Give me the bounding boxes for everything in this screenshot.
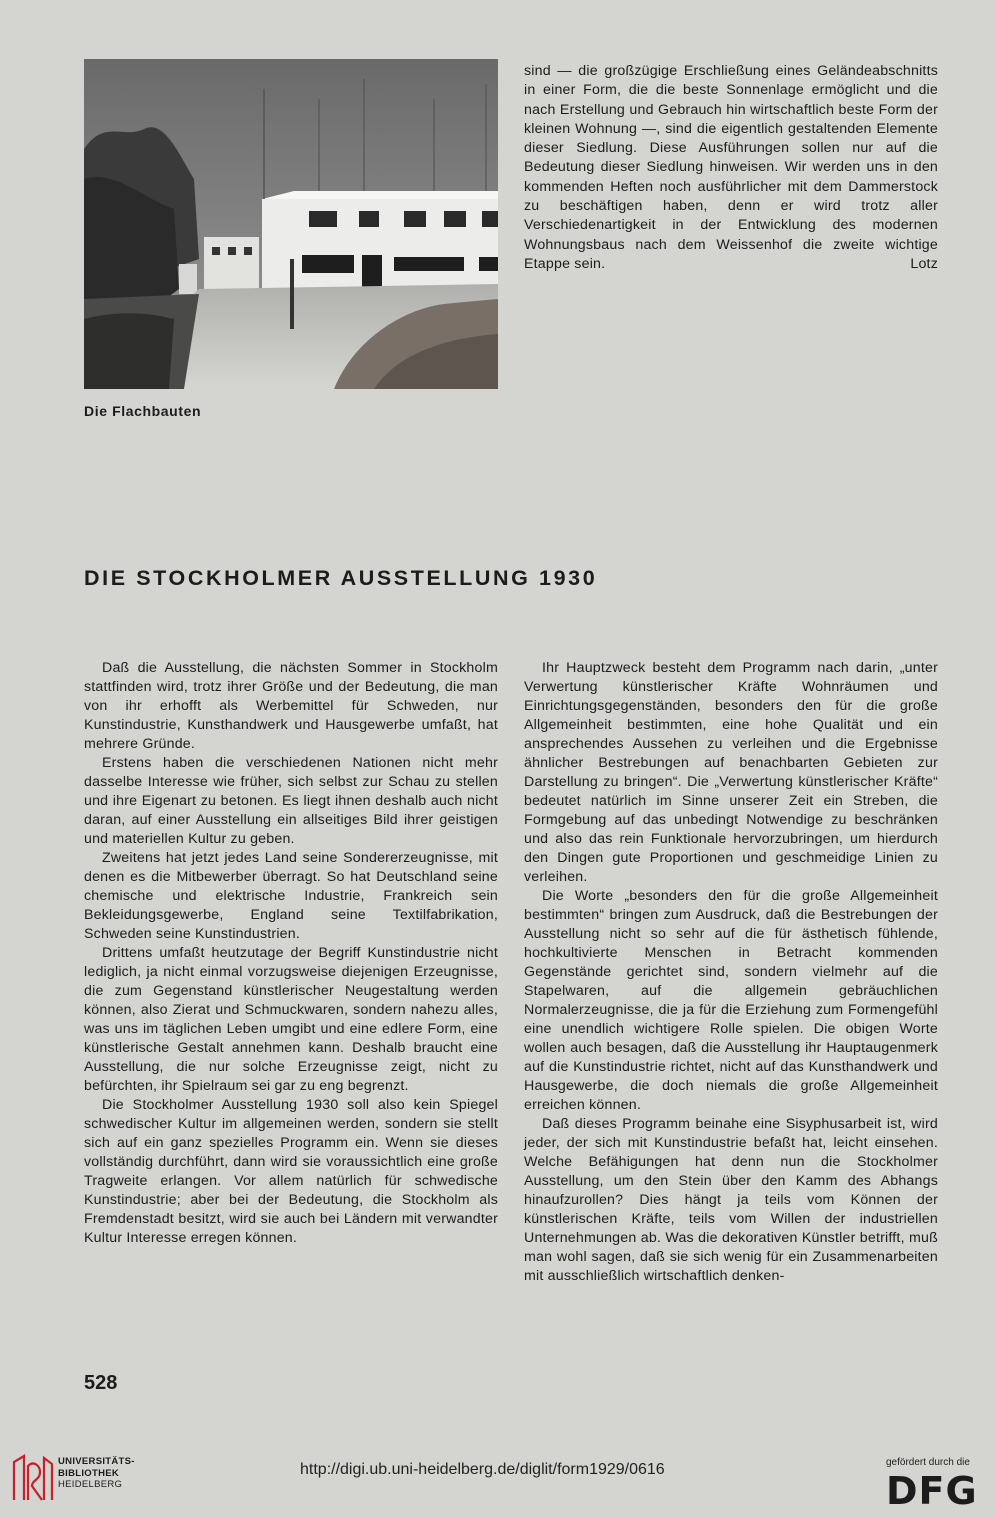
top-paragraph [524, 62, 938, 274]
left-column [84, 659, 498, 1248]
top-right-text-block [524, 62, 938, 274]
photograph-flachbauten [84, 59, 498, 389]
library-name-line1: UNIVERSITÄTS- [58, 1456, 135, 1467]
dfg-logo: DFG [886, 1469, 978, 1513]
paragraph: Erstens haben die verschiedenen Nationen nicht mehr dasselbe Interesse wie früher, sich selbst zur Schau zu stellen und ihre Eigenart zu betonen. Es liegt ihnen deshalb auch nicht daran, auf einer Ausstellung ein allseitiges Bild ihrer geistigen und materiellen Kultur zu geben. [84, 755, 498, 847]
paragraph: Die Worte „besonders den für die große Allgemeinheit bestimmten“ bringen zum Ausdruck, daß die Bestrebungen der Ausstellung nicht so sehr auf die für ästhetisch fühlende, hochkultivierte Menschen in Betracht kommenden Gegenstände gerichtet sind, sondern vielmehr auf die Stapelwaren, auf die allgemein gebräuchlichen Normalerzeugnisse, die ja für die Erziehung zum Formengefühl eine unendlich wichtigere Rolle spielen. Die obigen Worte wollen auch besagen, daß die Ausstellung ihr Hauptaugenmerk auf die Kunstindustrie richtet, nicht auf das Kunsthandwerk und Hausgewerbe, die doch niemals die große Allgemeinheit erreichen können. [524, 888, 938, 1113]
article-heading: DIE STOCKHOLMER AUSSTELLUNG 1930 [84, 566, 598, 590]
paragraph: Zweitens hat jetzt jedes Land seine Sondererzeugnisse, mit denen es die Mitbewerber überragt. So hat Deutschland seine chemische und elektrische Industrie, Frankreich sein Bekleidungsgewerbe, England seine Textilfabrikation, Schweden seine Kunstindustrien. [84, 850, 498, 942]
library-name-line2: BIBLIOTHEK [58, 1467, 120, 1479]
paragraph: Daß die Ausstellung, die nächsten Sommer in Stockholm stattfinden wird, trotz ihrer Größe und der Bedeutung, die man von ihr erhofft als Werbemittel für Schweden, nur Kunstindustrie, Kunsthandwerk und Hausgewerbe umfaßt, hat mehrere Gründe. [84, 660, 498, 752]
photo-caption: Die Flachbauten [84, 403, 202, 419]
paragraph: Daß dieses Programm beinahe eine Sisyphusarbeit ist, wird jeder, der sich mit Kunstindustrie befaßt hat, leicht einsehen. Welche Befähigungen hat denn nun die Stockholmer Ausstellung, um den Stein über den Kamm des Abhangs hinaufzurollen? Dies hängt ja teils vom Können der künstlerischen Kräfte, teils vom Willen der industriellen Unternehmungen ab. Was die dekorativen Künstler betrifft, muß man wohl sagen, daß sie sich wenig für ein Zusammenarbeiten mit ausschließlich wirtschaftlich denken- [524, 1116, 938, 1284]
page-number: 528 [84, 1372, 118, 1394]
library-name [58, 1456, 135, 1491]
right-column [524, 659, 938, 1286]
author-signature: Lotz [910, 255, 938, 272]
paragraph: Drittens umfaßt heutzutage der Begriff Kunstindustrie nicht lediglich, ja nicht einmal vorzugsweise diejenigen Erzeugnisse, die zum Gegenstand künstlerischer Neugestaltung werden können, also Zierat und Schmuckwaren, sondern nahezu alles, was uns im täglichen Leben umgibt und eine edlere Form, eine künstlerische Gestalt annehmen kann. Deshalb braucht eine Ausstellung, die nur solche Erzeugnisse zeigt, nicht zu befürchten, ihr Spielraum sei gar zu eng begrenzt. [84, 945, 498, 1094]
university-library-logo-icon [10, 1452, 56, 1504]
paragraph: Ihr Hauptzweck besteht dem Programm nach darin, „unter Verwertung künstlerischer Kräfte Wohnräumen und Einrichtungsgegenständen, besonders den für die große Allgemeinheit bestimmten, eine hohe Qualität und ein ansprechendes Aussehen zu verleihen und die Ergebnisse ähnlicher Bestrebungen auf benachbarten Gebieten zur Darstellung zu bringen“. Die „Verwertung künstlerischer Kräfte“ bedeutet natürlich im Sinne unserer Zeit ein Streben, die Formgebung auf das unbedingt Notwendige zu beschränken und also das rein Funktionale hervorzubringen, um hierdurch den Dingen gute Proportionen und geschmeidige Linien zu verleihen. [524, 660, 938, 885]
top-paragraph-text: sind — die großzügige Erschließung eines Geländeabschnitts in einer Form, die die beste Sonnenlage ermöglicht und die nach Erstellung und Gebrauch hin wirtschaftlich beste Form der kleinen Wohnung —, sind die eigentlich gestaltenden Elemente dieser Siedlung. Diese Ausführungen sollen nur auf die Bedeutung dieser Siedlung hinweisen. Wir werden uns in den kommenden Heften noch ausführlicher mit dem Dammerstock zu beschäftigen haben, denn er wird trotz aller Verschiedenartigkeit in der Entwicklung des modernen Wohnungsbaus nach dem Weissenhof die zweite wichtige Etappe sein. [524, 63, 938, 272]
paragraph: Die Stockholmer Ausstellung 1930 soll also kein Spiegel schwedischer Kultur im allgemeinen werden, sondern sie stellt sich auf ein ganz spezielles Programm ein. Wenn sie dieses vollständig durchführt, dann wird sie voraussichtlich eine große Tragweite erlangen. Vor allem natürlich für schwedische Kunstindustrie; aber bei der Bedeutung, die Stockholm als Fremdenstadt besitzt, wird sie auch bei Ländern mit verwandter Kultur Interesse erregen können. [84, 1097, 498, 1246]
photo-illustration [84, 59, 498, 389]
funding-label: gefördert durch die [886, 1457, 970, 1468]
digitization-footer [0, 1430, 996, 1517]
source-url-link[interactable]: http://digi.ub.uni-heidelberg.de/diglit/form1929/0616 [300, 1461, 665, 1478]
library-name-line3: HEIDELBERG [58, 1479, 123, 1490]
